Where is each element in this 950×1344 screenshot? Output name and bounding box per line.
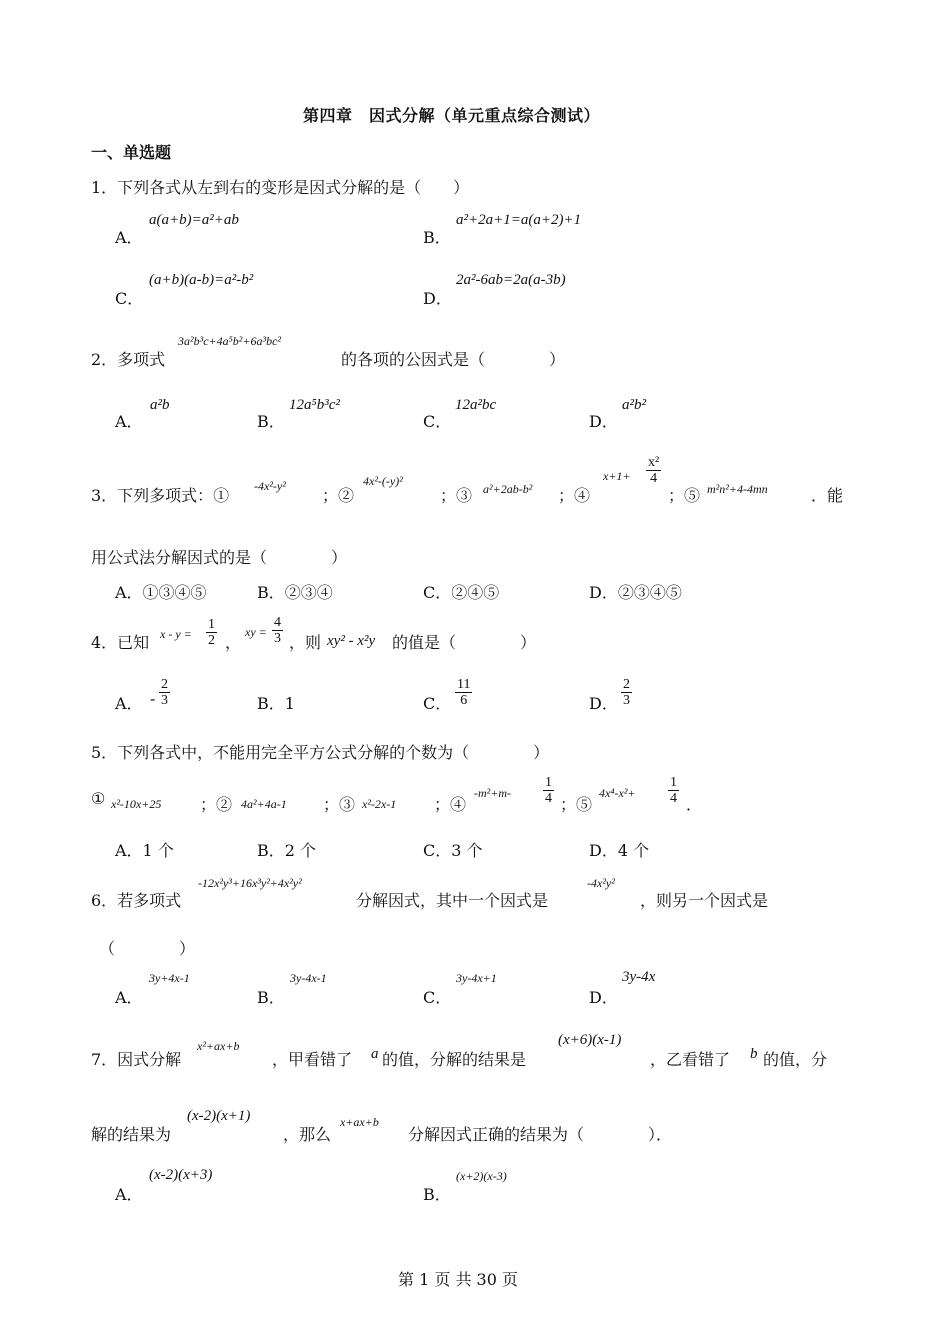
q3-option-c: C．②④⑤ (423, 583, 500, 602)
fraction-numerator: 1 (670, 775, 677, 790)
q7-mid-2: 的值，分解的结果是 (382, 1050, 527, 1069)
fraction-numerator: 11 (457, 677, 471, 692)
q1-option-a-label: A． (115, 228, 143, 247)
q2-option-c-label: C． (423, 412, 452, 431)
question-2-suffix: 的各项的公因式是（ ） (341, 350, 566, 369)
q4-mid: ，则 (289, 633, 322, 652)
q7-option-b-math: (x+2)(x-3) (456, 1169, 507, 1183)
q5-circle-4: ；④ (434, 795, 467, 814)
q1-option-c-math: (a+b)(a-b)=a²-b² (149, 272, 254, 288)
q1-option-d-math: 2a²-6ab=2a(a-3b) (456, 272, 566, 288)
q4-option-a-fraction (159, 677, 170, 709)
q2-option-d-math: a²b² (622, 397, 646, 413)
fraction-denominator: 3 (623, 693, 630, 709)
q3-expr-5: m²n²+4-4mn (707, 482, 768, 496)
q3-sep-1: ；② (322, 486, 355, 505)
q4-fraction-1 (206, 617, 217, 649)
question-7-line2c: 分解因式正确的结果为（ ）． (408, 1125, 673, 1144)
q2-option-b-label: B． (257, 412, 285, 431)
q5-expr-1: x²-10x+25 (111, 797, 162, 811)
q5-option-a: A．1 个 (115, 841, 174, 860)
q4-option-c-fraction (455, 677, 472, 709)
q6-option-d-math: 3y-4x (622, 969, 656, 985)
q3-expr-2: 4x²-(-y)² (363, 474, 403, 488)
question-6-prefix: 6．若多项式 (91, 891, 182, 910)
q7-var-b: b (750, 1046, 758, 1062)
fraction-denominator: 3 (161, 693, 168, 709)
q3-option-d: D．②③④⑤ (589, 583, 682, 602)
q7-option-a-math: (x-2)(x+3) (149, 1167, 213, 1183)
q6-option-c-label: C． (423, 988, 452, 1007)
q2-option-c-math: 12a²bc (455, 397, 497, 413)
question-5-stem: 5．下列各式中，不能用完全平方公式分解的个数为（ ） (91, 743, 550, 762)
q2-option-a-label: A． (115, 412, 143, 431)
q5-expr-4-fraction (543, 775, 554, 807)
q7-var-a: a (371, 1046, 379, 1062)
q3-expr-4-fraction (646, 455, 661, 487)
q6-option-b-label: B． (257, 988, 285, 1007)
q5-circle-2: ；② (200, 795, 233, 814)
q3-sep-5: ．能 (811, 486, 844, 505)
question-3-prefix: 3．下列多项式：① (91, 486, 230, 505)
q7-expr: x²+ax+b (197, 1039, 240, 1053)
q6-option-a-math: 3y+4x-1 (149, 971, 190, 985)
q4-option-c-label: C． (423, 694, 452, 713)
question-4-prefix: 4．已知 (91, 633, 150, 652)
fraction-numerator: 2 (623, 677, 630, 692)
q4-sep: ， (225, 633, 242, 652)
fraction-denominator: 6 (460, 693, 468, 709)
page-title: 第四章 因式分解（单元重点综合测试） (303, 106, 601, 125)
fraction-numerator: 2 (161, 677, 168, 692)
q6-option-b-math: 3y-4x-1 (290, 971, 327, 985)
question-1-stem: 1．下列各式从左到右的变形是因式分解的是（ ） (91, 178, 470, 197)
q6-option-a-label: A． (115, 988, 143, 1007)
q6-option-d-label: D． (589, 988, 618, 1007)
fraction-denominator: 4 (650, 471, 658, 487)
question-6-suffix: ，则另一个因式是 (640, 891, 769, 910)
question-6-line2: （ ） (99, 939, 196, 958)
q3-expr-4a: x+1+ (603, 469, 631, 483)
q1-option-a-math: a(a+b)=a²+ab (149, 212, 239, 228)
q5-expr-2: 4a²+4a-1 (241, 797, 287, 811)
q2-option-b-math: 12a⁵b³c² (289, 397, 340, 413)
q2-option-a-math: a²b (150, 397, 170, 413)
question-7-line2a: 解的结果为 (91, 1125, 172, 1144)
q5-circle-3: ；③ (323, 795, 356, 814)
fraction-numerator: 1 (208, 617, 215, 632)
q3-option-a: A．①③④⑤ (115, 583, 207, 602)
question-2-prefix: 2．多项式 (91, 350, 166, 369)
q5-expr-3: x²-2x-1 (362, 797, 397, 811)
q4-option-d-label: D． (589, 694, 618, 713)
q4-expr-2: xy = (245, 625, 267, 639)
q4-option-d-fraction (621, 677, 632, 709)
section-heading: 一、单选题 (91, 143, 172, 162)
q3-expr-1: -4x²-y² (254, 479, 286, 493)
fraction-denominator: 2 (208, 633, 215, 649)
q4-option-b: B．1 (257, 694, 295, 713)
q7-option-b-label: B． (423, 1185, 451, 1204)
q7-mid-3: ，乙看错了 (650, 1050, 731, 1069)
q3-sep-2: ；③ (440, 486, 473, 505)
question-7-prefix: 7．因式分解 (91, 1050, 182, 1069)
question-7-line2b: ，那么 (283, 1125, 332, 1144)
q4-option-a-sign: - (150, 689, 156, 708)
q6-option-c-math: 3y-4x+1 (456, 971, 497, 985)
question-3-line2: 用公式法分解因式的是（ ） (91, 548, 348, 567)
q4-expr-1: x - y = (160, 627, 192, 641)
q3-sep-3: ；④ (558, 486, 591, 505)
fraction-denominator: 4 (670, 791, 677, 807)
fraction-numerator: 1 (545, 775, 552, 790)
q5-expr-5: 4x⁴-x²+ (599, 786, 636, 800)
fraction-numerator: 4 (274, 615, 281, 630)
q5-option-c: C．3 个 (423, 841, 483, 860)
q7-result-2: (x-2)(x+1) (187, 1108, 251, 1124)
q5-circle-1: ① (91, 789, 106, 808)
q2-polynomial: 3a²b³c+4a⁵b²+6a³bc² (178, 334, 282, 348)
q5-circle-5: ；⑤ (560, 795, 593, 814)
q5-expr-4: -m²+m- (474, 786, 512, 800)
q1-option-b-math: a²+2a+1=a(a+2)+1 (456, 212, 582, 228)
page-footer: 第 1 页 共 30 页 (398, 1270, 518, 1289)
q1-option-b-label: B． (423, 228, 451, 247)
q6-factor: -4x²y² (587, 876, 615, 890)
q1-option-c-label: C． (115, 289, 144, 308)
fraction-denominator: 3 (274, 631, 281, 647)
q4-expr-3: xy² - x²y (327, 633, 376, 649)
q3-sep-4: ；⑤ (668, 486, 701, 505)
q7-mid-4: 的值，分 (763, 1050, 828, 1069)
fraction-denominator: 4 (545, 791, 552, 807)
question-4-suffix: 的值是（ ） (392, 633, 537, 652)
q6-polynomial: -12x²y³+16x³y²+4x²y² (198, 876, 302, 890)
q4-option-a-label: A． (115, 694, 143, 713)
q7-mid-1: ，甲看错了 (272, 1050, 353, 1069)
q1-option-d-label: D． (423, 289, 452, 308)
q6-mid: 分解因式，其中一个因式是 (356, 891, 549, 910)
q7-result-1: (x+6)(x-1) (558, 1032, 622, 1048)
q3-expr-3: a²+2ab-b² (483, 482, 533, 496)
q5-option-d: D．4 个 (589, 841, 650, 860)
q5-option-b: B．2 个 (257, 841, 317, 860)
q4-fraction-2 (272, 615, 283, 647)
fraction-numerator: x² (648, 455, 660, 470)
q3-option-b: B．②③④ (257, 583, 333, 602)
q5-end: ． (686, 795, 703, 814)
q2-option-d-label: D． (589, 412, 618, 431)
q7-expr-2: x+ax+b (340, 1115, 379, 1129)
q7-option-a-label: A． (115, 1185, 143, 1204)
q5-expr-5-fraction (668, 775, 679, 807)
